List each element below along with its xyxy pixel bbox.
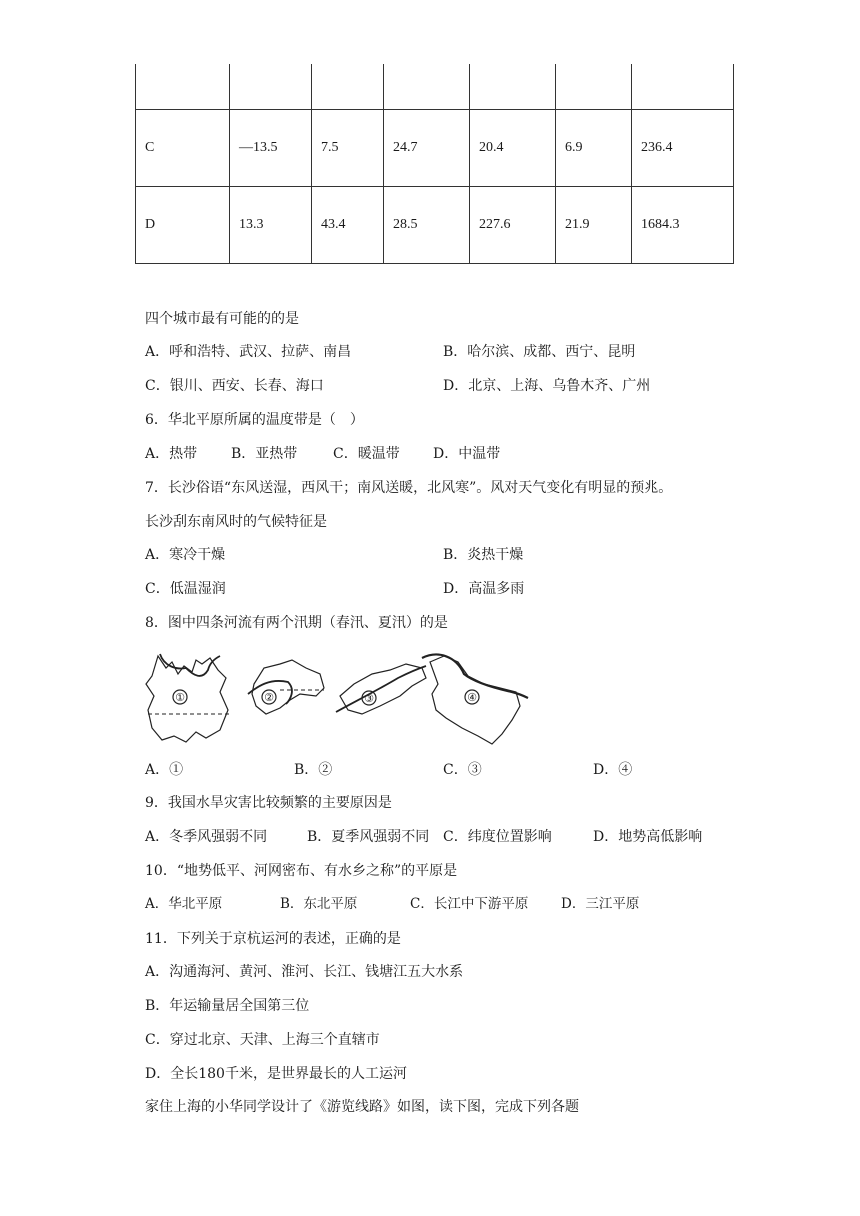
river-maps-figure bbox=[140, 648, 530, 748]
table-cell: D bbox=[136, 187, 230, 264]
q6-option-c: C．暖温带 bbox=[333, 446, 400, 462]
q6-option-d: D．中温带 bbox=[433, 446, 501, 462]
q9-option-d: D．地势高低影响 bbox=[593, 829, 703, 845]
q10-option-b: B．东北平原 bbox=[280, 896, 358, 912]
q7-option-d: D．高温多雨 bbox=[443, 581, 525, 597]
table-cell bbox=[470, 64, 556, 110]
table-cell: 43.4 bbox=[312, 187, 384, 264]
map-label-3: ③ bbox=[364, 692, 374, 705]
q8-option-c: C．③ bbox=[443, 762, 482, 778]
q6-stem: 6．华北平原所属的温度带是（ ） bbox=[145, 412, 364, 428]
table-cell: 236.4 bbox=[632, 110, 734, 187]
table-row bbox=[136, 64, 734, 110]
map-label-4: ④ bbox=[467, 691, 477, 704]
q11-stem: 11．下列关于京杭运河的表述，正确的是 bbox=[145, 931, 401, 947]
q5-stem: 四个城市最有可能的的是 bbox=[145, 311, 299, 327]
river-map-4 bbox=[422, 655, 528, 744]
q5-option-a: A．呼和浩特、武汉、拉萨、南昌 bbox=[145, 344, 352, 360]
q8-option-a: A．① bbox=[145, 762, 184, 778]
q9-option-a: A．冬季风强弱不同 bbox=[145, 829, 268, 845]
q5-option-d: D．北京、上海、乌鲁木齐、广州 bbox=[443, 378, 651, 394]
table-cell: 1684.3 bbox=[632, 187, 734, 264]
table-cell bbox=[632, 64, 734, 110]
river-map-3 bbox=[336, 664, 426, 714]
q9-option-c: C．纬度位置影响 bbox=[443, 829, 552, 845]
table-cell: 21.9 bbox=[556, 187, 632, 264]
q9-stem: 9．我国水旱灾害比较频繁的主要原因是 bbox=[145, 795, 392, 811]
q10-option-c: C．长江中下游平原 bbox=[410, 896, 529, 912]
table-cell: 13.3 bbox=[230, 187, 312, 264]
table-row bbox=[136, 110, 734, 187]
table-cell: 6.9 bbox=[556, 110, 632, 187]
q8-option-d: D．④ bbox=[593, 762, 633, 778]
q5-option-c: C．银川、西安、长春、海口 bbox=[145, 378, 324, 394]
table-cell: 20.4 bbox=[470, 110, 556, 187]
question-group-intro: 家住上海的小华同学设计了《游览线路》如图，读下图，完成下列各题 bbox=[145, 1099, 579, 1115]
q8-stem: 8．图中四条河流有两个汛期（春汛、夏汛）的是 bbox=[145, 615, 448, 631]
q10-stem: 10．“地势低平、河网密布、有水乡之称”的平原是 bbox=[145, 863, 458, 879]
q10-option-d: D．三江平原 bbox=[561, 896, 640, 912]
q5-option-b: B．哈尔滨、成都、西宁、昆明 bbox=[443, 344, 636, 360]
table-cell: C bbox=[136, 110, 230, 187]
river-map-2 bbox=[248, 660, 324, 714]
table-cell: 7.5 bbox=[312, 110, 384, 187]
q8-option-b: B．② bbox=[294, 762, 333, 778]
table-cell bbox=[556, 64, 632, 110]
table-cell bbox=[312, 64, 384, 110]
map-label-1: ① bbox=[175, 691, 185, 704]
q10-option-a: A．华北平原 bbox=[145, 896, 223, 912]
table-cell: 227.6 bbox=[470, 187, 556, 264]
climate-data-table bbox=[135, 64, 734, 264]
q7-option-a: A．寒冷干燥 bbox=[145, 547, 226, 563]
map-label-2: ② bbox=[264, 691, 274, 704]
table-cell bbox=[230, 64, 312, 110]
q11-option-b: B．年运输量居全国第三位 bbox=[145, 998, 310, 1014]
table-cell bbox=[384, 64, 470, 110]
q6-option-a: A．热带 bbox=[145, 446, 198, 462]
q7-option-b: B．炎热干燥 bbox=[443, 547, 524, 563]
q7-stem-line1: 7．长沙俗语“东风送湿，西风干；南风送暖，北风寒”。风对天气变化有明显的预兆。 bbox=[145, 480, 673, 496]
table-row bbox=[136, 187, 734, 264]
river-map-1 bbox=[146, 654, 230, 742]
q9-option-b: B．夏季风强弱不同 bbox=[307, 829, 430, 845]
q11-option-c: C．穿过北京、天津、上海三个直辖市 bbox=[145, 1032, 380, 1048]
q6-option-b: B．亚热带 bbox=[231, 446, 298, 462]
table-cell bbox=[136, 64, 230, 110]
q7-stem-line2: 长沙刮东南风时的气候特征是 bbox=[145, 514, 327, 530]
table-cell: 28.5 bbox=[384, 187, 470, 264]
table-cell: 24.7 bbox=[384, 110, 470, 187]
q7-option-c: C．低温湿润 bbox=[145, 581, 226, 597]
q11-option-a: A．沟通海河、黄河、淮河、长江、钱塘江五大水系 bbox=[145, 964, 464, 980]
table-cell: —13.5 bbox=[230, 110, 312, 187]
q11-option-d: D．全长180千米，是世界最长的人工运河 bbox=[145, 1066, 407, 1082]
